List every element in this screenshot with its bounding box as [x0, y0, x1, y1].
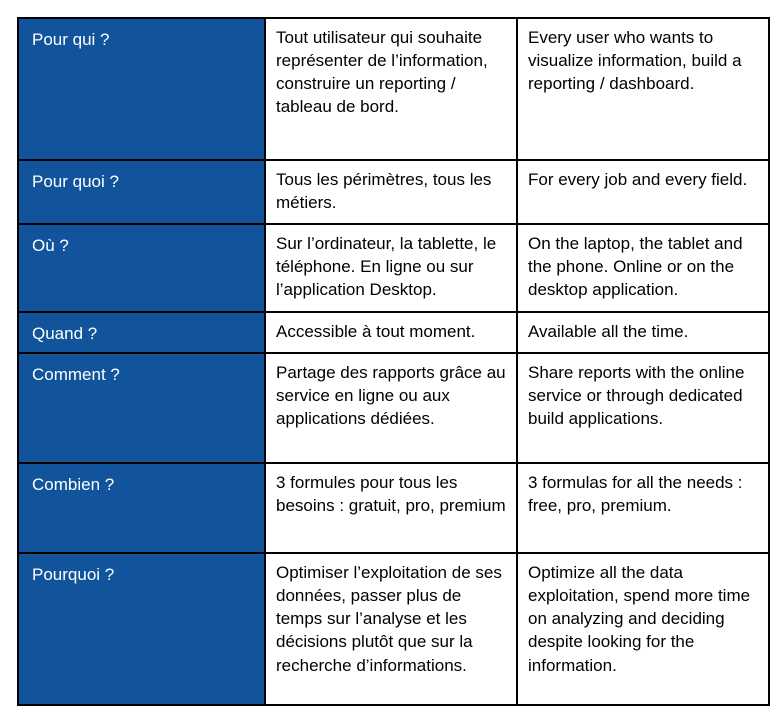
question-cell: Pourquoi ?: [18, 553, 265, 705]
table-row: [18, 463, 769, 553]
table-row: [18, 553, 769, 705]
english-cell: Optimize all the data exploitation, spend more time on analyzing and deciding despite looking for the information.: [517, 553, 769, 705]
french-cell: Accessible à tout moment.: [265, 312, 517, 353]
english-cell: 3 formulas for all the needs : free, pro, premium.: [517, 463, 769, 553]
table-row: [18, 18, 769, 160]
question-cell: Pour quoi ?: [18, 160, 265, 224]
french-cell: Tout utilisateur qui souhaite représenter de l’information, construire un reporting / tableau de bord.: [265, 18, 517, 160]
french-cell: 3 formules pour tous les besoins : gratuit, pro, premium: [265, 463, 517, 553]
question-cell: Combien ?: [18, 463, 265, 553]
table-row: [18, 353, 769, 463]
english-cell: On the laptop, the tablet and the phone. Online or on the desktop application.: [517, 224, 769, 312]
qa-comparison-table: [17, 17, 770, 706]
english-cell: For every job and every field.: [517, 160, 769, 224]
question-cell: Pour qui ?: [18, 18, 265, 160]
english-cell: Share reports with the online service or through dedicated build applications.: [517, 353, 769, 463]
table-row: [18, 224, 769, 312]
english-cell: Every user who wants to visualize information, build a reporting / dashboard.: [517, 18, 769, 160]
french-cell: Partage des rapports grâce au service en ligne ou aux applications dédiées.: [265, 353, 517, 463]
table-row: [18, 312, 769, 353]
french-cell: Optimiser l’exploitation de ses données, passer plus de temps sur l’analyse et les décisions plutôt que sur la recherche d’informations.: [265, 553, 517, 705]
question-cell: Quand ?: [18, 312, 265, 353]
table-row: [18, 160, 769, 224]
question-cell: Comment ?: [18, 353, 265, 463]
french-cell: Tous les périmètres, tous les métiers.: [265, 160, 517, 224]
english-cell: Available all the time.: [517, 312, 769, 353]
question-cell: Où ?: [18, 224, 265, 312]
french-cell: Sur l’ordinateur, la tablette, le téléphone. En ligne ou sur l’application Desktop.: [265, 224, 517, 312]
